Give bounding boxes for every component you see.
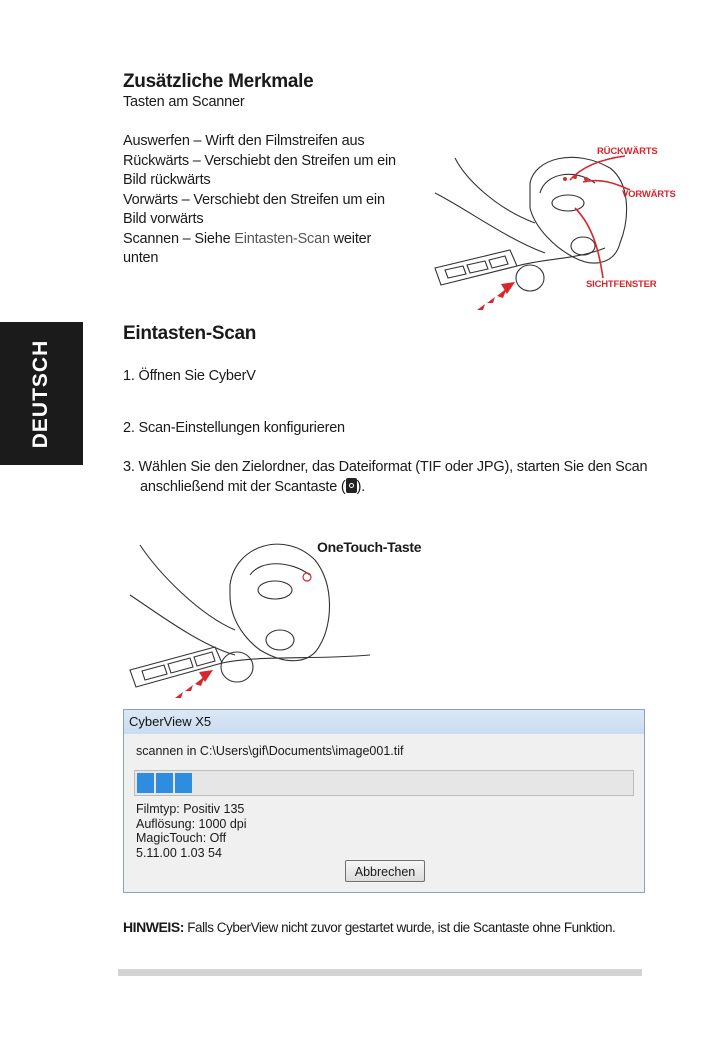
scan-progress-bar xyxy=(134,770,634,796)
progress-segment xyxy=(137,773,154,793)
scan-reference-link[interactable]: Eintasten-Scan xyxy=(234,230,330,247)
step-3: 3. Wählen Sie den Zielordner, das Dateiformat (TIF oder JPG), starten Sie den Scan anschließend mit der Scantaste ( ). xyxy=(123,459,648,495)
footer-divider xyxy=(118,969,642,976)
feature-line: Rückwärts – Verschiebt den Streifen um ein xyxy=(123,152,396,169)
label-viewing-window: SICHTFENSTER xyxy=(586,279,657,290)
onetouch-label: OneTouch-Taste xyxy=(317,539,422,555)
note-text: Falls CyberView nicht zuvor gestartet wurde, ist die Scantaste ohne Funktion. xyxy=(183,920,616,935)
scan-path: scannen in C:\Users\gif\Documents\image001.tif xyxy=(136,744,404,758)
feature-line: Vorwärts – Verschiebt den Streifen um ein xyxy=(123,191,385,208)
language-tab-label: DEUTSCH xyxy=(29,339,52,449)
step-2: 2. Scan-Einstellungen konfigurieren xyxy=(123,420,345,436)
label-backward: RÜCKWÄRTS xyxy=(597,146,658,157)
cancel-button[interactable]: Abbrechen xyxy=(345,860,425,882)
dialog-title: CyberView X5 xyxy=(124,710,644,734)
step-1: 1. Öffnen Sie CyberV xyxy=(123,368,256,384)
feature-list xyxy=(123,132,423,269)
scan-button-icon xyxy=(346,478,357,493)
progress-segment xyxy=(175,773,192,793)
cyberview-dialog xyxy=(123,709,645,893)
feature-line: Auswerfen – Wirft den Filmstreifen aus xyxy=(123,133,365,149)
feature-line-scan: Scannen – Siehe Eintasten-Scan weiter xyxy=(123,230,372,247)
feature-line: Bild rückwärts xyxy=(123,172,211,188)
label-forward: VORWÄRTS xyxy=(622,189,676,200)
note xyxy=(123,919,615,935)
scan-info: Filmtyp: Positiv 135 Auflösung: 1000 dpi MagicTouch: Off 5.11.00 1.03 54 xyxy=(136,802,247,860)
section-title-features: Zusätzliche Merkmale xyxy=(123,71,314,92)
feature-line: unten xyxy=(123,250,159,266)
note-label: HINWEIS: xyxy=(123,919,184,935)
scanner-buttons-illustration xyxy=(425,138,680,328)
section-title-onetouch: Eintasten-Scan xyxy=(123,323,257,344)
section-subtitle: Tasten am Scanner xyxy=(123,94,245,110)
feature-line: Bild vorwärts xyxy=(123,211,204,227)
progress-segment xyxy=(156,773,173,793)
